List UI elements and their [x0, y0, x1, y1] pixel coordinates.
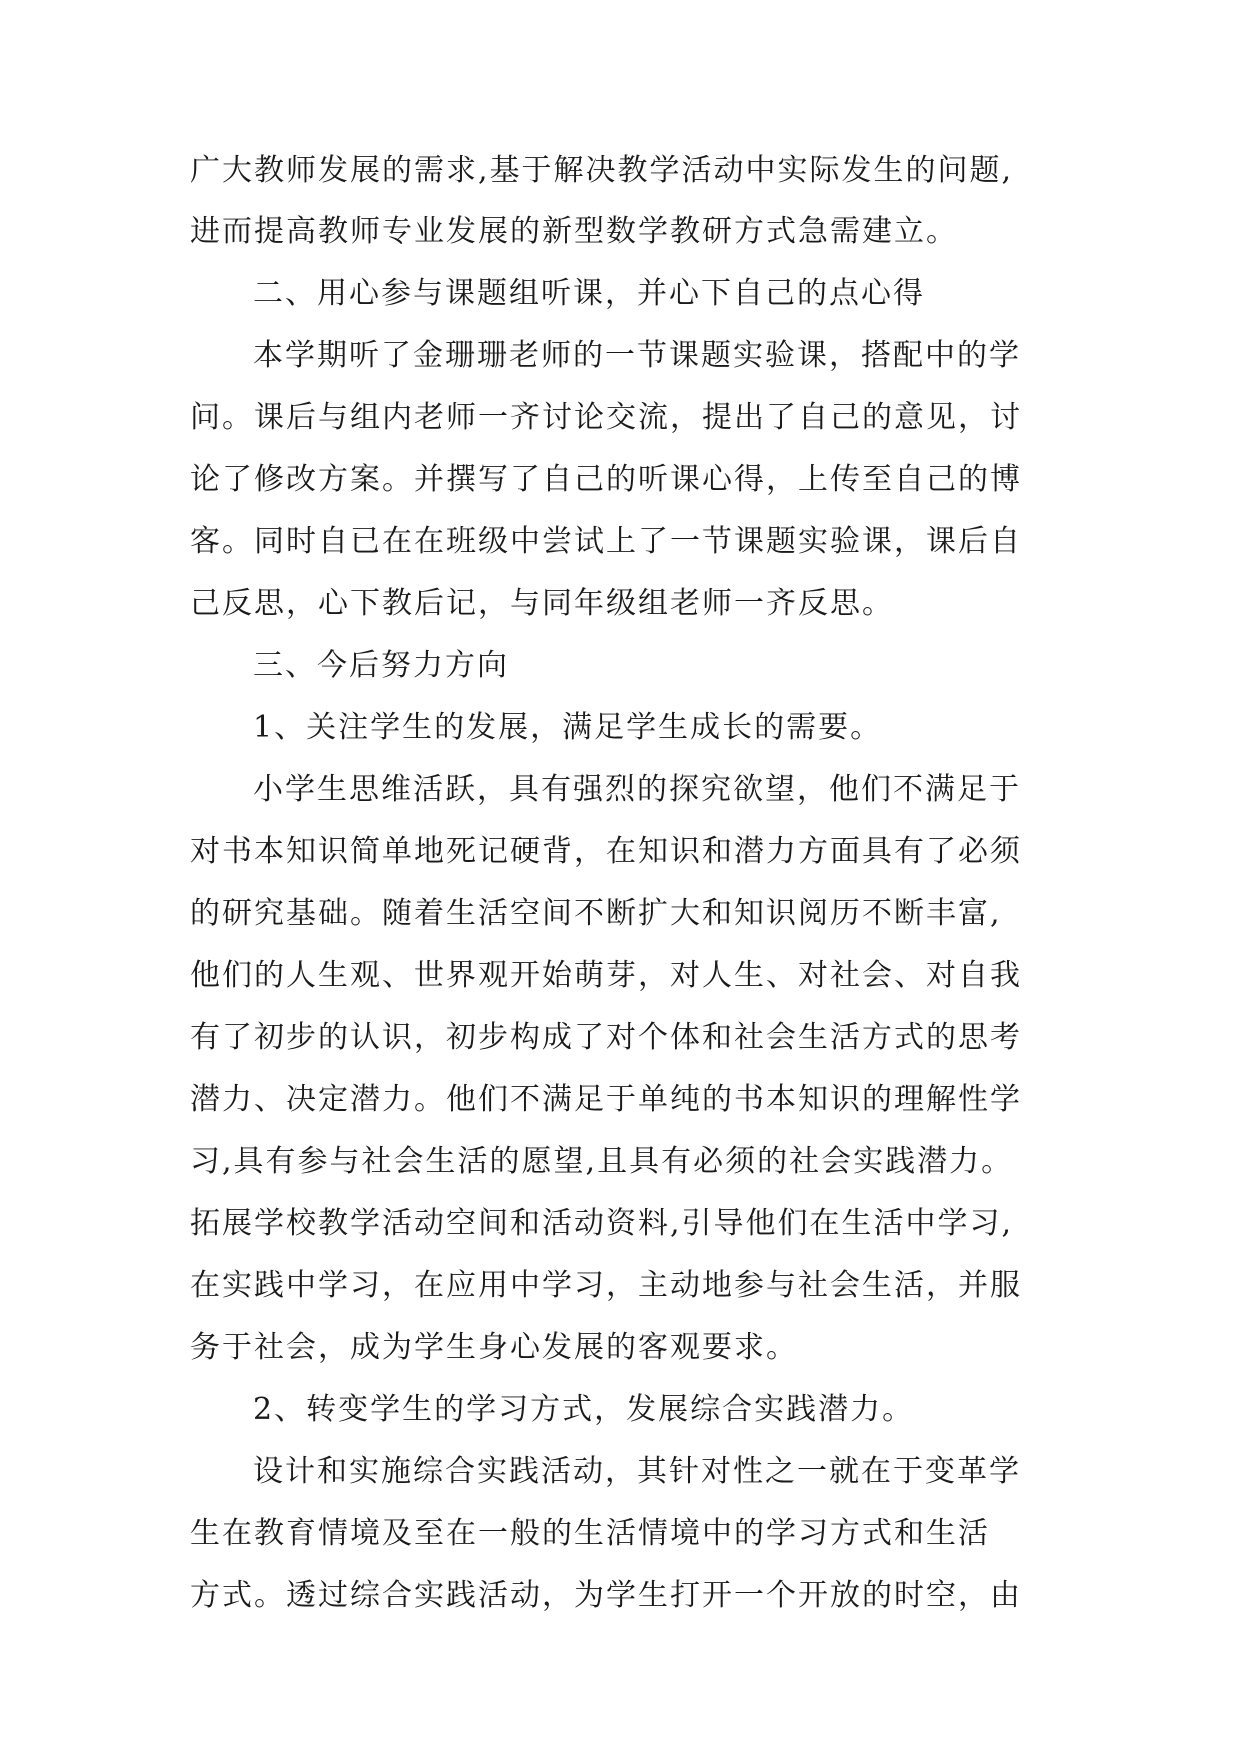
text-line: 论了修改方案。并撰写了自己的听课心得，上传至自己的博 [190, 462, 1022, 497]
text-line: 问。课后与组内老师一齐讨论交流，提出了自己的意见，讨 [190, 400, 1022, 435]
text-line: 客。同时自已在在班级中尝试上了一节课题实验课，课后自 [190, 524, 1022, 559]
text-line: 务于社会，成为学生身心发展的客观要求。 [190, 1330, 798, 1365]
text-line: 他们的人生观、世界观开始萌芽，对人生、对社会、对自我 [190, 958, 1022, 993]
text-line: 有了初步的认识，初步构成了对个体和社会生活方式的思考 [190, 1020, 1022, 1055]
text-line: 设计和实施综合实践活动，其针对性之一就在于变革学 [253, 1454, 1021, 1489]
subsection-heading: 2、转变学生的学习方式，发展综合实践潜力。 [253, 1392, 915, 1427]
text-line: 在实践中学习，在应用中学习，主动地参与社会生活，并服 [190, 1268, 1022, 1303]
subsection-heading: 1、关注学生的发展，满足学生成长的需要。 [253, 710, 883, 745]
text-line: 方式。透过综合实践活动，为学生打开一个开放的时空，由 [190, 1578, 1022, 1613]
section-heading: 二、用心参与课题组听课，并心下自己的点心得 [253, 276, 925, 311]
text-line: 本学期听了金珊珊老师的一节课题实验课，搭配中的学 [253, 338, 1021, 373]
text-line: 己反思，心下教后记，与同年级组老师一齐反思。 [190, 586, 894, 621]
text-line: 进而提高教师专业发展的新型数学教研方式急需建立。 [190, 214, 958, 249]
section-heading: 三、今后努力方向 [253, 648, 509, 683]
text-line: 生在教育情境及至在一般的生活情境中的学习方式和生活 [190, 1516, 990, 1551]
text-line: 广大教师发展的需求,基于解决教学活动中实际发生的问题, [190, 153, 1014, 188]
text-line: 潜力、决定潜力。他们不满足于单纯的书本知识的理解性学 [190, 1082, 1022, 1117]
text-line: 习,具有参与社会生活的愿望,且具有必须的社会实践潜力。 [190, 1144, 1014, 1179]
text-line: 对书本知识简单地死记硬背，在知识和潜力方面具有了必须 [190, 834, 1022, 869]
text-line: 小学生思维活跃，具有强烈的探究欲望，他们不满足于 [253, 772, 1021, 807]
text-line: 的研究基础。随着生活空间不断扩大和知识阅历不断丰富, [190, 896, 1002, 931]
text-line: 拓展学校教学活动空间和活动资料,引导他们在生活中学习, [190, 1206, 1014, 1241]
